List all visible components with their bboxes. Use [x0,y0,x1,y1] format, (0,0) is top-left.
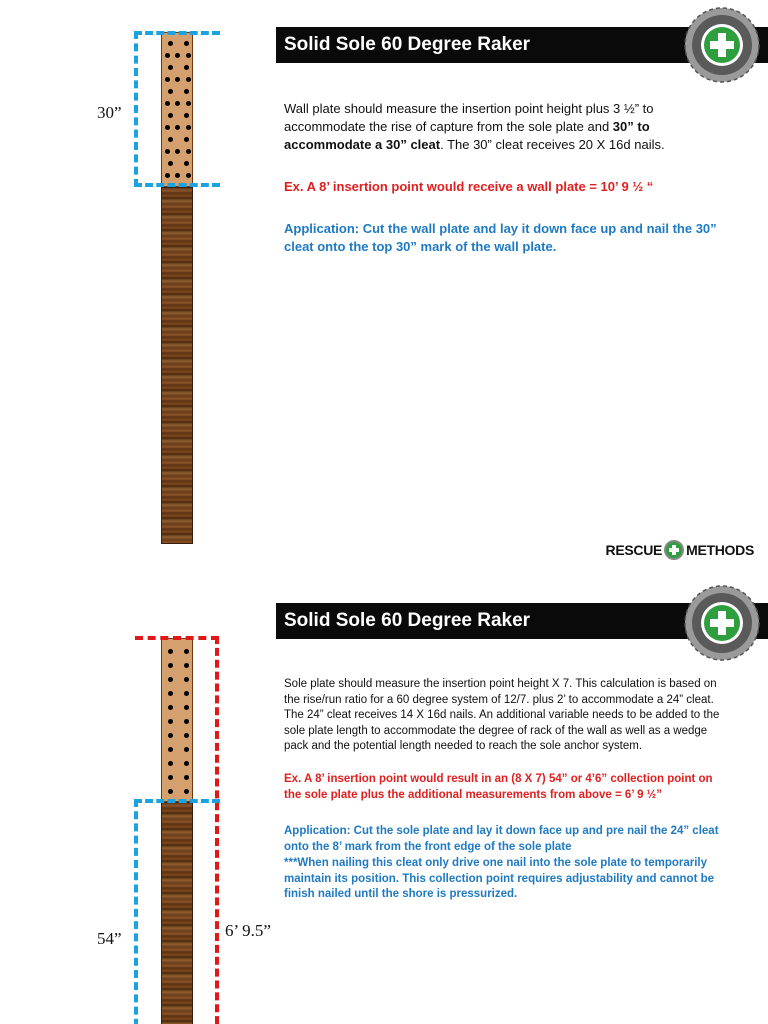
description-part-3: . The 30” cleat receives 20 X 16d nails. [440,137,665,152]
application-text: Application: Cut the sole plate and lay it down face up and pre nail the 24” cleat onto the 8’ mark from the front edge of the sole plate [284,825,719,853]
sole-plate-description: Sole plate should measure the insertion point height X 7. This calculation is based on the rise/run ratio for a 60 degree system of 12/7. plus 2’ to accommodate a 24” cleat. The 24” cleat receives 14 X 16d nails. An additional variable needs to be added to the sole plate length to accommodate the degree of rack of the wall as well as a wedge pack and the potential length needed to reach the sole anchor system. [284,678,720,752]
slide-title: Solid Sole 60 Degree Raker [276,27,768,63]
slide-2 [0,575,768,1024]
collection-dimension-label: 54” [97,929,122,948]
application-text: Application: Cut the wall plate and lay it down face up and nail the 30” cleat onto the top 30” mark of the wall plate. [284,221,717,254]
description-bold-part: 30” to accommodate a 30” cleat [284,119,650,152]
rescue-methods-gear-logo-icon [682,5,762,85]
collection-point-bracket [134,799,220,1024]
brand-right-word: METHODS [686,542,754,558]
slide-title: Solid Sole 60 Degree Raker [276,603,768,639]
wood-plate-section [161,187,193,544]
rescue-methods-brand [606,540,754,560]
cleat-dimension-bracket [134,31,220,187]
total-dimension-label: 6’ 9.5” [225,921,271,940]
cleat-dimension-label: 30” [97,103,122,122]
rescue-methods-gear-logo-icon [682,583,762,663]
example-text: Ex. A 8’ insertion point would receive a wall plate = 10’ 9 ½ “ [284,179,654,194]
note-text: ***When nailing this cleat only drive one nail into the sole plate to temporarily maintain its position. This collection point requires adjustability and cannot be finish nailed until the shore is pressurized. [284,857,715,900]
brand-left-word: RESCUE [605,542,663,558]
description-part-1: Wall plate should measure the insertion point height plus 3 ½” to accommodate the rise of capture from the sole plate and [284,101,654,134]
green-cross-icon [664,540,684,560]
wall-plate-description [284,100,734,154]
example-text: Ex. A 8’ insertion point would result in an (8 X 7) 54” or 4’6” collection point on the sole plate plus the additional measurements from above = 6’ 9 ½” [284,773,713,801]
